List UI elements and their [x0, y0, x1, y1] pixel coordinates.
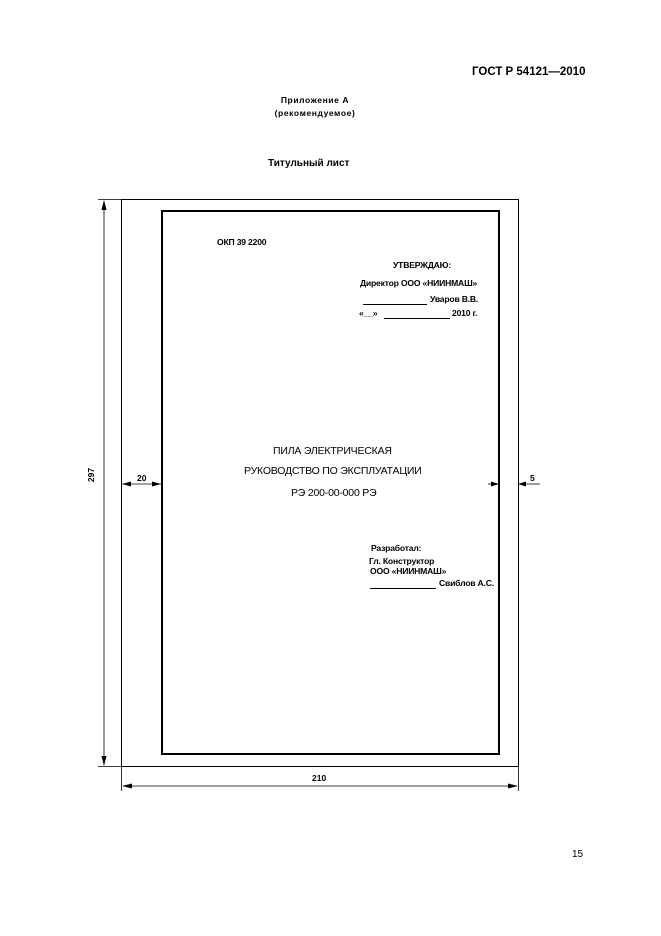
approval-date-line [384, 318, 450, 319]
developer-org: ООО «НИИНМАШ» [370, 566, 447, 576]
left-margin-arrow-right [152, 482, 161, 487]
right-margin-label: 5 [530, 473, 535, 483]
right-margin-arrow-out [518, 482, 526, 487]
approval-signature-line [363, 304, 427, 305]
developer-heading: Разработал: [371, 543, 422, 553]
right-margin-arrow-in [491, 482, 499, 487]
width-arrow-right [508, 784, 518, 789]
approval-position: Директор ООО «НИИНМАШ» [360, 278, 478, 288]
approval-year: 2010 г. [452, 308, 478, 318]
height-dimension-label: 297 [86, 467, 97, 483]
manual-title: РУКОВОДСТВО ПО ЭКСПЛУАТАЦИИ [244, 465, 422, 477]
left-margin-label: 20 [137, 473, 147, 483]
page-number: 15 [572, 849, 584, 860]
document-code: РЭ 200-00-000 РЭ [291, 487, 377, 499]
standard-code: ГОСТ Р 54121—2010 [472, 66, 586, 78]
height-arrow-top [102, 200, 107, 210]
approval-heading: УТВЕРЖДАЮ: [393, 260, 451, 270]
left-margin-arrow-left [122, 482, 131, 487]
width-dimension-label: 210 [312, 773, 327, 783]
height-arrow-bottom [102, 756, 107, 766]
okp-code: ОКП 39 2200 [217, 237, 267, 247]
document-title: Титульный лист [268, 158, 350, 169]
annex-title: Приложение А [280, 95, 350, 105]
approval-date-day: «__» [359, 308, 378, 318]
inner-frame [162, 211, 499, 754]
annex-status: (рекомендуемое) [274, 108, 356, 118]
approval-name: Уваров В.В. [430, 294, 479, 304]
width-arrow-left [122, 784, 132, 789]
developer-name: Свиблов А.С. [439, 578, 494, 588]
product-name: ПИЛА ЭЛЕКТРИЧЕСКАЯ [273, 445, 392, 457]
developer-signature-line [370, 588, 436, 589]
developer-position: Гл. Конструктор [369, 556, 435, 566]
